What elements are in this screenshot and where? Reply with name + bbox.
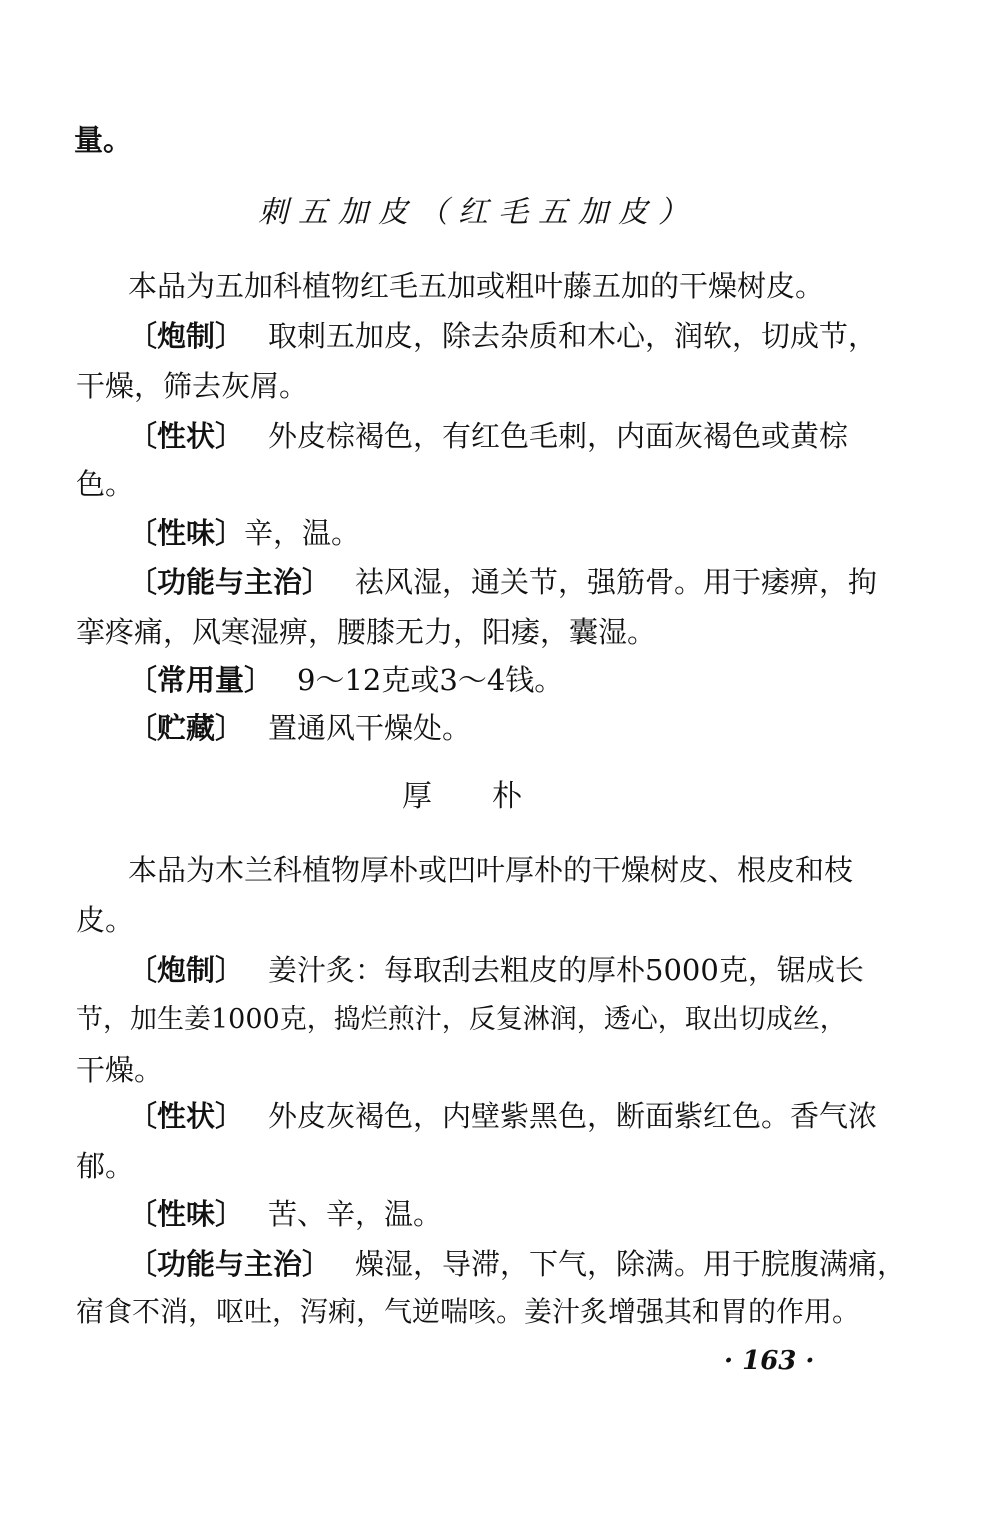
entry2-properties-text: 外皮灰褐色，内壁紫黑色，断面紫红色。香气浓	[268, 1099, 878, 1133]
entry1-dosage	[128, 660, 563, 700]
page-number: · 163 ·	[724, 1346, 815, 1376]
entry2-properties-line1	[128, 1096, 877, 1136]
entry2-function-text: 燥湿，导滞，下气，除满。用于脘腹满痛，	[355, 1247, 907, 1281]
entry2-properties-label: 〔性状〕	[128, 1099, 245, 1133]
entry1-processing-line1	[128, 316, 877, 356]
entry1-processing-label: 〔炮制〕	[128, 319, 245, 353]
entry1-properties-text: 外皮棕褐色，有红色毛刺，内面灰褐色或黄棕	[268, 419, 849, 453]
entry1-properties-line1	[128, 416, 848, 456]
entry2-processing-line3: 干燥。	[76, 1053, 164, 1087]
entry1-function-line2: 挛疼痛，风寒湿痹，腰膝无力，阳痿，囊湿。	[76, 615, 657, 649]
entry2-function-line1	[128, 1244, 906, 1284]
entry2-processing-text: 姜汁炙：每取刮去粗皮的厚朴5000克，锯成长	[268, 953, 864, 987]
entry2-processing-line1	[128, 950, 864, 990]
entry2-taste-text: 苦、辛，温。	[268, 1197, 443, 1231]
entry2-function-line2: 宿食不消，呕吐，泻痢，气逆喘咳。姜汁炙增强其和胃的作用。	[76, 1295, 861, 1328]
entry2-taste-label: 〔性味〕	[128, 1197, 245, 1231]
entry1-storage-text: 置通风干燥处。	[268, 711, 472, 745]
entry1-taste-label: 〔性味〕	[128, 516, 245, 550]
entry2-processing-label: 〔炮制〕	[128, 953, 245, 987]
entry1-processing-text: 取刺五加皮，除去杂质和木心，润软，切成节，	[268, 319, 878, 353]
entry2-function-label: 〔功能与主治〕	[128, 1247, 332, 1281]
entry1-dosage-text: 9～12克或3～4钱。	[297, 663, 564, 697]
entry1-processing-line2: 干燥，筛去灰屑。	[76, 369, 309, 403]
entry2-title: 厚朴	[402, 779, 582, 814]
entry1-dosage-label: 〔常用量〕	[128, 663, 274, 697]
entry1-storage	[128, 708, 471, 748]
entry1-function-line1	[128, 562, 877, 602]
entry1-function-text: 祛风湿，通关节，强筋骨。用于痿痹，拘	[355, 565, 878, 599]
entry1-function-label: 〔功能与主治〕	[128, 565, 332, 599]
entry1-taste-text: 辛，温。	[244, 516, 361, 550]
entry2-taste	[128, 1194, 442, 1234]
entry1-title: 刺五加皮（红毛五加皮）	[258, 195, 698, 230]
top-fragment: 量。	[74, 123, 133, 157]
entry1-taste	[128, 513, 360, 553]
entry2-intro-line1: 本品为木兰科植物厚朴或凹叶厚朴的干燥树皮、根皮和枝	[128, 853, 854, 887]
entry1-properties-label: 〔性状〕	[128, 419, 245, 453]
entry1-intro: 本品为五加科植物红毛五加或粗叶藤五加的干燥树皮。	[128, 269, 825, 303]
entry1-storage-label: 〔贮藏〕	[128, 711, 245, 745]
entry2-processing-line2: 节，加生姜1000克，捣烂煎汁，反复淋润，透心，取出切成丝，	[76, 1004, 847, 1035]
entry2-properties-line2: 郁。	[76, 1149, 135, 1183]
entry1-properties-line2: 色。	[76, 467, 135, 501]
entry2-intro-line2: 皮。	[76, 903, 135, 937]
